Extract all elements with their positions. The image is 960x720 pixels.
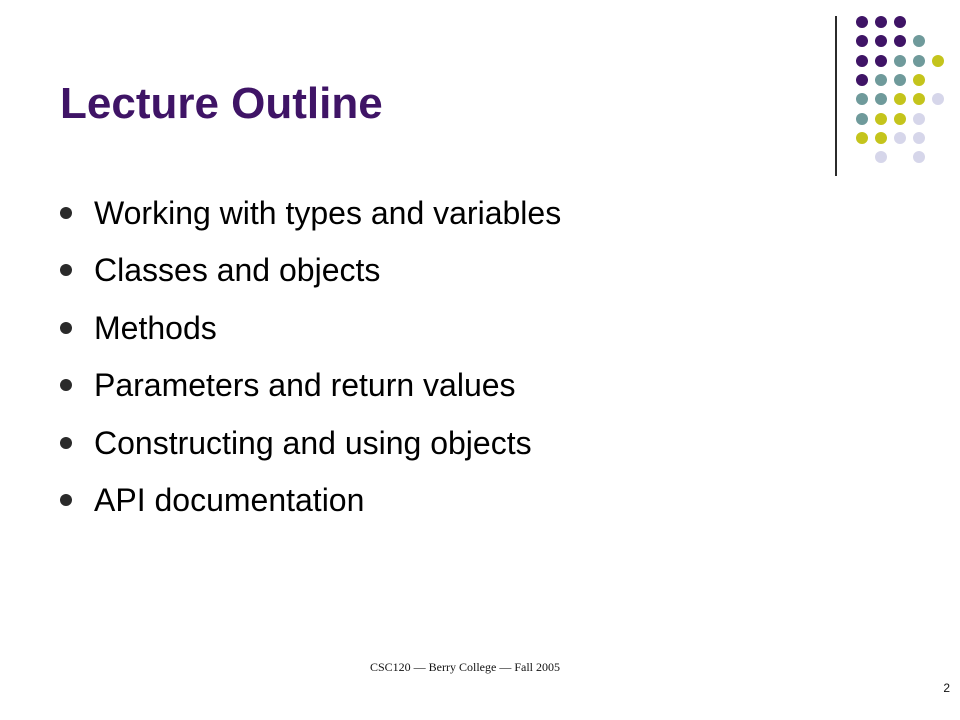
- decorative-dot: [894, 74, 906, 86]
- decorative-dot: [875, 151, 887, 163]
- bullet-text: API documentation: [94, 481, 365, 518]
- decorative-dot: [913, 74, 925, 86]
- decorative-dot: [913, 132, 925, 144]
- decorative-dot: [894, 35, 906, 47]
- decorative-dot: [875, 132, 887, 144]
- decorative-dot: [875, 16, 887, 28]
- bullet-text: Classes and objects: [94, 252, 381, 289]
- decorative-dot: [894, 132, 906, 144]
- decorative-dot: [913, 55, 925, 67]
- bullet-dot-icon: [60, 494, 72, 506]
- decorative-dot: [856, 132, 868, 144]
- decorative-dot: [913, 35, 925, 47]
- vertical-divider: [835, 16, 837, 176]
- bullet-dot-icon: [60, 264, 72, 276]
- decorative-dot: [932, 93, 944, 105]
- decorative-dot: [856, 113, 868, 125]
- bullet-text: Methods: [94, 309, 217, 346]
- decorative-dot: [856, 55, 868, 67]
- decorative-dot: [856, 35, 868, 47]
- decorative-dot: [875, 55, 887, 67]
- slide-title: Lecture Outline: [60, 79, 383, 128]
- bullet-dot-icon: [60, 379, 72, 391]
- bullet-list: [60, 191, 561, 535]
- decorative-dot: [875, 113, 887, 125]
- decorative-dot: [913, 113, 925, 125]
- bullet-item: [60, 248, 561, 305]
- bullet-text: Working with types and variables: [94, 195, 562, 231]
- decorative-dot: [913, 151, 925, 163]
- decorative-dot: [894, 55, 906, 67]
- bullet-item: [60, 191, 561, 248]
- decorative-dot: [856, 16, 868, 28]
- bullet-item: [60, 363, 561, 420]
- decorative-dot: [875, 93, 887, 105]
- page-number: 2: [943, 681, 950, 695]
- slide-footer: CSC120 — Berry College — Fall 2005: [370, 660, 560, 674]
- bullet-dot-icon: [60, 437, 72, 449]
- decorative-dot: [856, 93, 868, 105]
- decorative-dot: [856, 74, 868, 86]
- decorative-dot: [875, 35, 887, 47]
- bullet-item: [60, 421, 561, 478]
- decorative-dot: [875, 74, 887, 86]
- bullet-item: [60, 478, 561, 535]
- bullet-text: Constructing and using objects: [94, 424, 532, 461]
- decorative-dot: [913, 93, 925, 105]
- bullet-text: Parameters and return values: [94, 367, 516, 404]
- decorative-dot: [894, 93, 906, 105]
- decorative-dot: [894, 16, 906, 28]
- bullet-item: [60, 306, 561, 363]
- decorative-dot: [894, 113, 906, 125]
- decorative-dot: [932, 55, 944, 67]
- bullet-dot-icon: [60, 207, 72, 219]
- bullet-dot-icon: [60, 322, 72, 334]
